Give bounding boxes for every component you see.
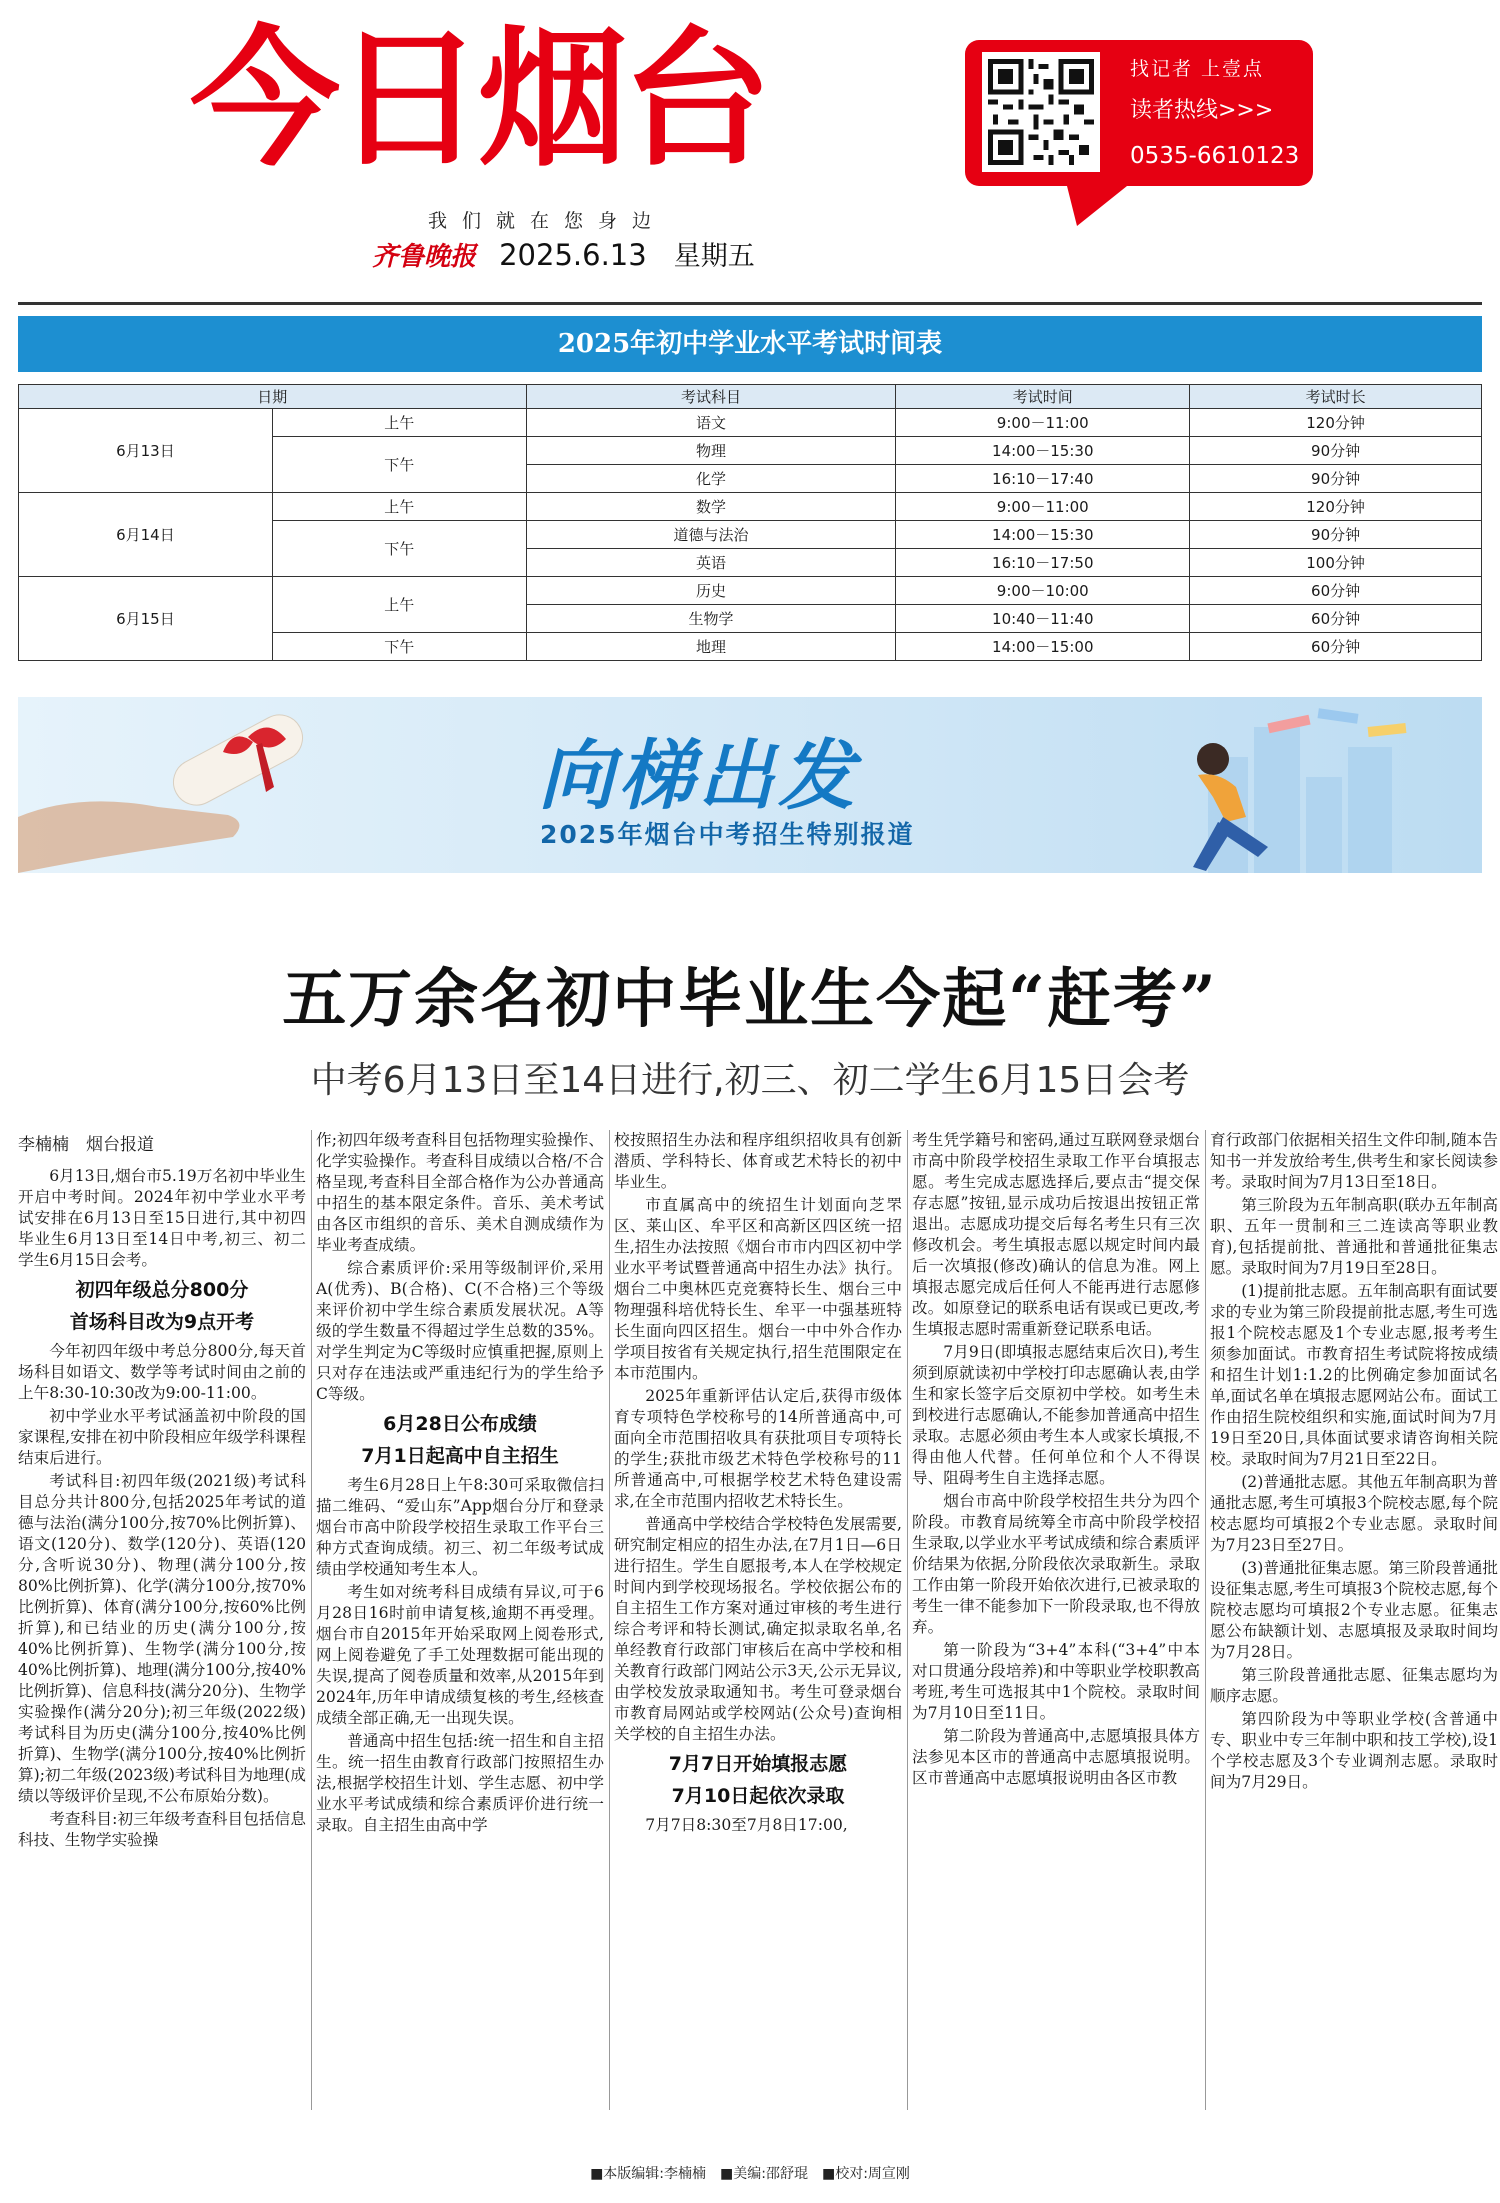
period-cell: 下午 (272, 633, 526, 661)
date-cell: 6月14日 (19, 493, 273, 577)
time-cell: 14:00－15:30 (896, 521, 1190, 549)
time-cell: 10:40－11:40 (896, 605, 1190, 633)
banner-title: 向梯出发 (538, 731, 858, 820)
section-subheading: 初四年级总分800分 (75, 1279, 249, 1301)
subject-cell: 化学 (526, 465, 896, 493)
publication-date: 2025.6.13 (499, 238, 647, 272)
header-time: 考试时间 (896, 385, 1190, 409)
section-subheading: 7月10日起依次录取 (671, 1785, 845, 1807)
duration-cell: 60分钟 (1190, 577, 1482, 605)
period-cell: 下午 (272, 437, 526, 493)
time-cell: 14:00－15:30 (896, 437, 1190, 465)
slogan: 我们就在您身边 (428, 210, 667, 232)
period-cell: 上午 (272, 577, 526, 633)
article-paragraph: 今年初四年级中考总分800分,每天首场科目如语文、数学等考试时间由之前的上午8:30-10:30改为9:00-11:00。 (18, 1342, 306, 1402)
article-paragraph: 综合素质评价:采用等级制评价,采用A(优秀)、B(合格)、C(不合格)三个等级来评价初中学生综合素质发展状况。A等级的学生数量不得超过学生总数的35%。对学生判定为C等级时应慎重把握,原则上只对存在违法或严重违纪行为的学生给予C等级。 (316, 1259, 604, 1403)
article-column-3 (614, 1130, 902, 2110)
masthead-divider (18, 302, 1482, 305)
masthead (0, 0, 1500, 300)
article-paragraph: 烟台市高中阶段学校招生共分为四个阶段。市教育局统筹全市高中阶段学校招生录取,以学业水平考试成绩和综合素质评价结果为依据,分阶段依次录取新生。录取工作由第一阶段开始依次进行,已被录取的考生一律不能参加下一阶段录取,也不得放弃。 (912, 1492, 1200, 1636)
article-paragraph: 考查科目:初三年级考查科目包括信息科技、生物学实验操 (18, 1810, 306, 1849)
newspaper-logo: 今日烟台 (190, 13, 767, 187)
article-headline: 五万余名初中毕业生今起“赶考” (282, 962, 1218, 1037)
page-credits: ■本版编辑:李楠楠 ■美编:邵舒琨 ■校对:周宣刚 (590, 2166, 910, 2182)
header-date: 日期 (19, 385, 527, 409)
date-cell: 6月13日 (19, 409, 273, 493)
time-cell: 9:00－10:00 (896, 577, 1190, 605)
article-paragraph: 考生6月28日上午8:30可采取微信扫描二维码、“爱山东”App烟台分厅和登录烟台市高中阶段学校招生录取工作平台三种方式查询成绩。初三、初二年级考试成绩由学校通知考生本人。 (316, 1476, 604, 1578)
article-paragraph: 考生如对统考科目成绩有异议,可于6月28日16时前申请复核,逾期不再受理。烟台市自2015年开始采取网上阅卷形式,网上阅卷避免了手工处理数据可能出现的失误,提高了阅卷质量和效率,从2015年到2024年,历年申请成绩复核的考生,经核查成绩全部正确,无一出现失误。 (316, 1583, 604, 1727)
article-paragraph: (1)提前批志愿。五年制高职有面试要求的专业为第三阶段提前批志愿,考生可选报1个院校志愿及1个专业志愿,报考考生须参加面试。市教育招生考试院将按成绩和招生计划1:1.2的比例确定参加面试名单,面试名单在填报志愿网站公布。面试工作由招生院校组织和实施,面试时间为7月19日至20日,具体面试要求请咨询相关院校。录取时间为7月21日至22日。 (1210, 1282, 1498, 1468)
column-divider (1205, 1130, 1206, 2110)
article-paragraph: 育行政部门依据相关招生文件印制,随本告知书一并发放给考生,供考生和家长阅读参考。录取时间为7月13日至18日。 (1210, 1131, 1498, 1191)
article-paragraph: 7月7日8:30至7月8日17:00, (645, 1816, 848, 1834)
paper-name: 齐鲁晚报 (372, 242, 477, 272)
time-cell: 14:00－15:00 (896, 633, 1190, 661)
header-subject: 考试科目 (526, 385, 896, 409)
article-paragraph: 6月13日,烟台市5.19万名初中毕业生开启中考时间。2024年初中学业水平考试安排在6月13日至15日进行,其中初四毕业生6月13日至14日中考,初三、初二学生6月15日会考。 (18, 1167, 306, 1269)
article-paragraph: 第一阶段为“3+4”本科(“3+4”中本对口贯通分段培养)和中等职业学校职教高考班,考生可选报其中1个院校。录取时间为7月10日至11日。 (912, 1641, 1200, 1722)
hotline-label: 读者热线>>> (1130, 98, 1274, 123)
period-cell: 下午 (272, 521, 526, 577)
timetable-title: 2025年初中学业水平考试时间表 (18, 316, 1482, 372)
article-column-4 (912, 1130, 1200, 2110)
article-paragraph: 第四阶段为中等职业学校(含普通中专、职业中专三年制中职和技工学校),设1个学校志愿及3个专业调剂志愿。录取时间为7月29日。 (1210, 1710, 1498, 1791)
duration-cell: 60分钟 (1190, 605, 1482, 633)
article-paragraph: 普通高中招生包括:统一招生和自主招生。统一招生由教育行政部门按照招生办法,根据学校招生计划、学生志愿、初中学业水平考试成绩和综合素质评价进行统一录取。自主招生由高中学 (316, 1732, 604, 1834)
time-cell: 9:00－11:00 (896, 493, 1190, 521)
hotline-phone[interactable]: 0535-6610123 (1130, 143, 1300, 169)
article-paragraph: 第三阶段普通批志愿、征集志愿均为顺序志愿。 (1210, 1666, 1498, 1705)
duration-cell: 100分钟 (1190, 549, 1482, 577)
article-paragraph: 2025年重新评估认定后,获得市级体育专项特色学校称号的14所普通高中,可面向全市范围招收具有获批项目专项特长的学生;获批市级艺术特色学校称号的11所普通高中,可根据学校艺术特色建设需求,在全市范围内招收艺术特长生。 (614, 1387, 902, 1510)
subject-cell: 历史 (526, 577, 896, 605)
article-paragraph: 作;初四年级考查科目包括物理实验操作、化学实验操作。考查科目成绩以合格/不合格呈现,考查科目全部合格作为公办普通高中招生的基本限定条件。音乐、美术考试由各区市组织的音乐、美术自测成绩作为毕业考查成绩。 (316, 1131, 604, 1254)
column-divider (609, 1130, 610, 2110)
period-cell: 上午 (272, 493, 526, 521)
subject-cell: 语文 (526, 409, 896, 437)
article-paragraph: (3)普通批征集志愿。第三阶段普通批设征集志愿,考生可填报3个院校志愿,每个院校志愿均可填报2个专业志愿。征集志愿公布缺额计划、志愿填报及录取时间均为7月28日。 (1210, 1559, 1498, 1661)
banner-subtitle: 2025年烟台中考招生特别报道 (540, 820, 915, 849)
weekday: 星期五 (673, 241, 755, 272)
special-report-banner (18, 697, 1482, 873)
section-subheading: 7月1日起高中自主招生 (361, 1445, 559, 1467)
duration-cell: 90分钟 (1190, 465, 1482, 493)
subject-cell: 生物学 (526, 605, 896, 633)
column-divider (311, 1130, 312, 2110)
subject-cell: 物理 (526, 437, 896, 465)
subject-cell: 道德与法治 (526, 521, 896, 549)
article-paragraph: 普通高中学校结合学校特色发展需要,研究制定相应的招生办法,在7月1日—6日进行招生。学生自愿报考,本人在学校规定时间内到学校现场报名。学校依据公布的自主招生工作方案对通过审核的考生进行综合考评和特长测试,确定拟录取名单,名单经教育行政部门审核后在高中学校和相关教育行政部门网站公示3天,公示无异议,由学校发放录取通知书。考生可登录烟台市教育局网站或学校网站(公众号)查询相关学校的自主招生办法。 (614, 1515, 902, 1743)
exam-timetable (18, 384, 1482, 661)
period-cell: 上午 (272, 409, 526, 437)
article-paragraph: 第二阶段为普通高中,志愿填报具体方法参见本区市的普通高中志愿填报说明。区市普通高中志愿填报说明由各区市教 (912, 1727, 1200, 1787)
column-divider (907, 1130, 908, 2110)
article-paragraph: 市直属高中的统招生计划面向芝罘区、莱山区、牟平区和高新区四区统一招生,招生办法按照《烟台市市内四区初中学业水平考试暨普通高中招生办法》执行。烟台二中奥林匹克竞赛特长生、烟台三中物理强科培优特长生、牟平一中强基班特长生面向四区招生。烟台一中中外合作办学项目按省有关规定执行,招生范围限定在本市范围内。 (614, 1196, 902, 1382)
duration-cell: 90分钟 (1190, 437, 1482, 465)
subject-cell: 英语 (526, 549, 896, 577)
subject-cell: 数学 (526, 493, 896, 521)
article-column-1 (18, 1130, 306, 2110)
article-paragraph: 第三阶段为五年制高职(联办五年制高职、五年一贯制和三二连读高等职业教育),包括提前批、普通批和普通批征集志愿。录取时间为7月19日至28日。 (1210, 1196, 1498, 1277)
hotline-slogan: 找记者 上壹点 (1130, 58, 1265, 80)
duration-cell: 120分钟 (1190, 493, 1482, 521)
article-paragraph: 考试科目:初四年级(2021级)考试科目总分共计800分,包括2025年考试的道德与法治(满分100分,按70%比例折算)、语文(120分)、数学(120分)、英语(120分,含听说30分)、物理(满分100分,按80%比例折算)、化学(满分100分,按70%比例折算)、体育(满分100分,按60%比例折算),和已结业的历史(满分100分,按40%比例折算)、生物学(满分100分,按40%比例折算)、地理(满分100分,按40%比例折算)、信息科技(满分20分)、生物学实验操作(满分20分);初三年级(2022级)考试科目为历史(满分100分,按40%比例折算)、生物学(满分100分,按40%比例折算);初二年级(2023级)考试科目为地理(成绩以等级评价呈现,不公布原始分数)。 (18, 1472, 306, 1805)
table-row (19, 493, 1482, 521)
duration-cell: 90分钟 (1190, 521, 1482, 549)
table-row (19, 577, 1482, 605)
duration-cell: 60分钟 (1190, 633, 1482, 661)
article-paragraph: 考生凭学籍号和密码,通过互联网登录烟台市高中阶段学校招生录取工作平台填报志愿。考生完成志愿选择后,要点击“提交保存志愿”按钮,显示成功后按退出按钮正常退出。志愿成功提交后每名考生只有三次修改机会。考生填报志愿以规定时间内最后一次填报(修改)确认的信息为准。网上填报志愿完成后任何人不能再进行志愿修改。如原登记的联系电话有误或已更改,考生填报志愿时需重新登记联系电话。 (912, 1131, 1200, 1338)
article-subhead: 中考6月13日至14日进行,初三、初二学生6月15日会考 (310, 1060, 1190, 1101)
table-header-row (19, 385, 1482, 409)
article-paragraph: (2)普通批志愿。其他五年制高职为普通批志愿,考生可填报3个院校志愿,每个院校志愿均可填报2个专业志愿。录取时间为7月23日至27日。 (1210, 1473, 1498, 1554)
date-cell: 6月15日 (19, 577, 273, 661)
article-column-5 (1210, 1130, 1498, 2110)
time-cell: 16:10－17:40 (896, 465, 1190, 493)
time-cell: 9:00－11:00 (896, 409, 1190, 437)
qr-code-icon[interactable] (982, 52, 1100, 172)
article-column-2 (316, 1130, 604, 2110)
section-subheading: 首场科目改为9点开考 (69, 1311, 255, 1333)
article-paragraph: 校按照招生办法和程序组织招收具有创新潜质、学科特长、体育或艺术特长的初中毕业生。 (614, 1131, 902, 1191)
byline: 李楠楠 烟台报道 (18, 1135, 154, 1155)
time-cell: 16:10－17:50 (896, 549, 1190, 577)
table-row (19, 409, 1482, 437)
dateline (372, 234, 755, 273)
section-subheading: 7月7日开始填报志愿 (668, 1753, 848, 1775)
duration-cell: 120分钟 (1190, 409, 1482, 437)
article-paragraph: 7月9日(即填报志愿结束后次日),考生须到原就读初中学校打印志愿确认表,由学生和家长签字后交原初中学校。如考生未到校进行志愿确认,不能参加普通高中招生录取。志愿必须由考生本人或家长填报,不得由他人代替。任何单位和个人不得误导、阻碍考生自主选择志愿。 (912, 1343, 1200, 1487)
article-paragraph: 初中学业水平考试涵盖初中阶段的国家课程,安排在初中阶段相应年级学科课程结束后进行。 (18, 1407, 306, 1467)
section-subheading: 6月28日公布成绩 (383, 1413, 537, 1435)
speech-bubble-tail (1065, 178, 1137, 226)
subject-cell: 地理 (526, 633, 896, 661)
header-duration: 考试时长 (1190, 385, 1482, 409)
